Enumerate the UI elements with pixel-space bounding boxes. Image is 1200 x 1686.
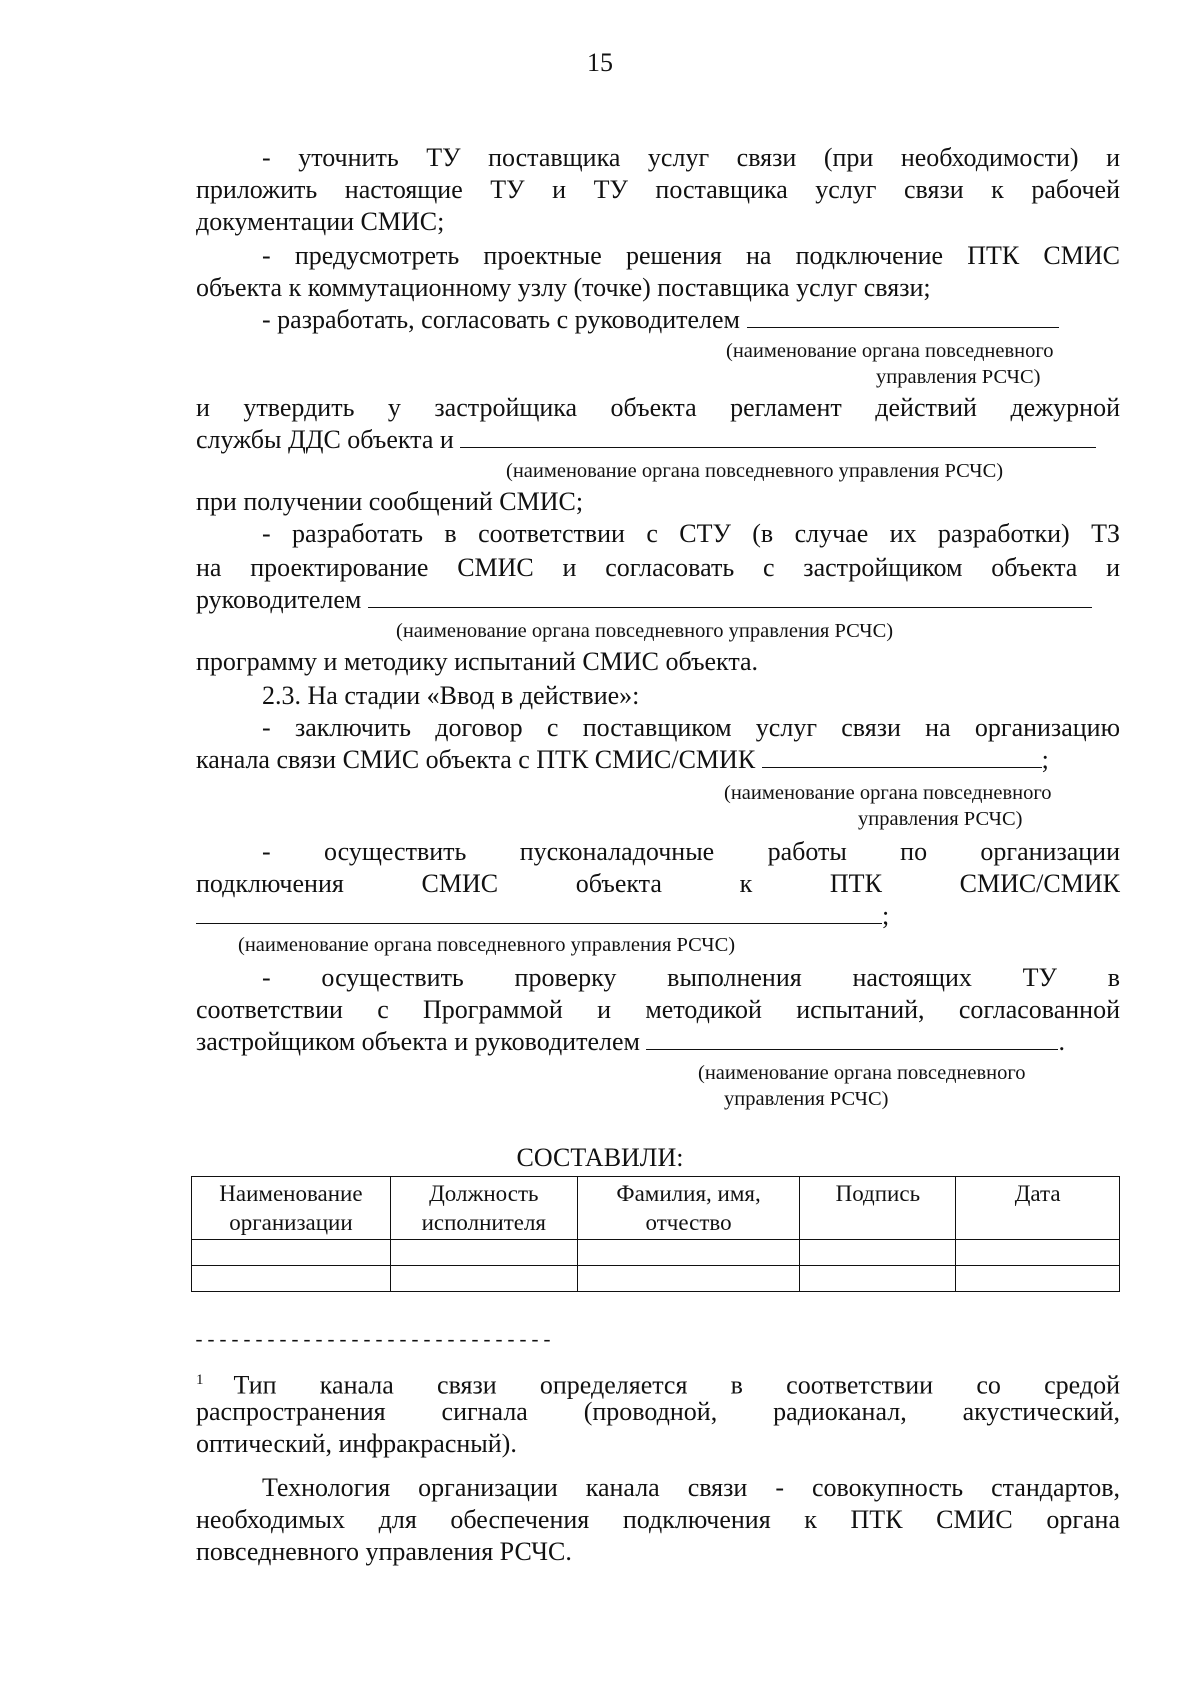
footnote-line-2: распространения сигнала (проводной, радиоканал, акустический, [196, 1397, 1120, 1426]
table-row [192, 1266, 1120, 1292]
footnote-line-3: оптический, инфракрасный). [196, 1429, 517, 1458]
regulation-line-1-text: - разработать, согласовать с руководителем [262, 305, 740, 334]
table-row [192, 1240, 1120, 1266]
table-cell[interactable] [192, 1240, 391, 1266]
fill-in-blank [747, 305, 1059, 328]
contract-line-2 [196, 744, 1120, 776]
fill-in-blank [646, 1027, 1058, 1050]
ty-line-1: - уточнить ТУ поставщика услуг связи (при необходимости) и [262, 143, 1120, 172]
table-cell[interactable] [577, 1240, 800, 1266]
ty-line-3: документации СМИС; [196, 207, 445, 236]
footnote-marker: 1 [196, 1372, 204, 1388]
table-cell[interactable] [956, 1240, 1120, 1266]
tz-line-1: - разработать в соответствии с СТУ (в случае их разработки) ТЗ [262, 519, 1120, 548]
fill-in-blank [368, 585, 1092, 608]
page-number: 15 [587, 48, 613, 77]
signature-table [191, 1176, 1120, 1292]
header-date: Дата [956, 1177, 1120, 1240]
field-caption: управления РСЧС) [724, 1088, 889, 1110]
table-cell[interactable] [800, 1240, 956, 1266]
check-line-3-text: застройщиком объекта и руководителем [196, 1027, 640, 1056]
header-position: Должность исполнителя [390, 1177, 577, 1240]
footnote-line-1-text: Тип канала связи определяется в соответствии со средой [233, 1370, 1120, 1400]
table-header-row [192, 1177, 1120, 1240]
table-cell[interactable] [390, 1240, 577, 1266]
field-caption: (наименование органа повседневного [698, 1062, 1026, 1084]
field-caption: (наименование органа повседневного [726, 340, 1054, 362]
tz-line-2: на проектирование СМИС и согласовать с застройщиком объекта и [196, 553, 1120, 582]
commissioning-line-1: - осуществить пусконаладочные работы по организации [262, 837, 1120, 866]
regulation-line-3-text: службы ДДС объекта и [196, 425, 454, 454]
footnote-line-6: повседневного управления РСЧС. [196, 1537, 572, 1566]
regulation-line-1 [262, 304, 1120, 336]
signature-title: СОСТАВИЛИ: [516, 1143, 684, 1172]
field-caption: управления РСЧС) [858, 808, 1023, 830]
field-caption: (наименование органа повседневного управления РСЧС) [506, 460, 1004, 482]
design-line-2: объекта к коммутационному узлу (точке) поставщика услуг связи; [196, 273, 931, 302]
commissioning-line-3 [196, 900, 1120, 932]
design-line-1: - предусмотреть проектные решения на подключение ПТК СМИС [262, 241, 1120, 270]
check-line-3-end: . [1058, 1027, 1065, 1056]
commissioning-line-2: подключения СМИС объекта к ПТК СМИС/СМИК [196, 869, 1120, 898]
table-cell[interactable] [192, 1266, 391, 1292]
table-cell[interactable] [956, 1266, 1120, 1292]
contract-line-2-end: ; [1041, 745, 1049, 774]
tz-line-3 [196, 584, 1120, 616]
field-caption: (наименование органа повседневного [724, 782, 1052, 804]
check-line-2: соответствии с Программой и методикой испытаний, согласованной [196, 995, 1120, 1024]
regulation-line-2: и утвердить у застройщика объекта регламент действий дежурной [196, 393, 1120, 422]
table-cell[interactable] [577, 1266, 800, 1292]
commissioning-line-3-end: ; [882, 901, 890, 930]
header-org: Наименование организации [192, 1177, 391, 1240]
fill-in-blank [196, 901, 882, 924]
footnote-line-5: необходимых для обеспечения подключения к ПТК СМИС органа [196, 1505, 1120, 1534]
stage-heading: 2.3. На стадии «Ввод в действие»: [262, 681, 640, 710]
contract-line-1: - заключить договор с поставщиком услуг связи на организацию [262, 713, 1120, 742]
field-caption: (наименование органа повседневного управления РСЧС) [396, 620, 894, 642]
header-signature: Подпись [800, 1177, 956, 1240]
header-name: Фамилия, имя, отчество [577, 1177, 800, 1240]
check-line-3 [196, 1026, 1120, 1058]
footnote-rule: ------------------------------ [193, 1330, 554, 1353]
field-caption: управления РСЧС) [876, 366, 1041, 388]
ty-line-2: приложить настоящие ТУ и ТУ поставщика услуг связи к рабочей [196, 175, 1120, 204]
check-line-1: - осуществить проверку выполнения настоящих ТУ в [262, 963, 1120, 992]
contract-line-2-text: канала связи СМИС объекта с ПТК СМИС/СМИК [196, 745, 756, 774]
tz-line-4: программу и методику испытаний СМИС объекта. [196, 647, 759, 676]
fill-in-blank [762, 745, 1042, 768]
field-caption: (наименование органа повседневного управления РСЧС) [238, 934, 736, 956]
footnote-line-4: Технология организации канала связи - совокупность стандартов, [262, 1473, 1120, 1502]
tz-line-3-text: руководителем [196, 585, 362, 614]
table-cell[interactable] [800, 1266, 956, 1292]
regulation-line-3 [196, 424, 1120, 456]
table-cell[interactable] [390, 1266, 577, 1292]
regulation-line-4: при получении сообщений СМИС; [196, 487, 584, 516]
fill-in-blank [460, 425, 1096, 448]
